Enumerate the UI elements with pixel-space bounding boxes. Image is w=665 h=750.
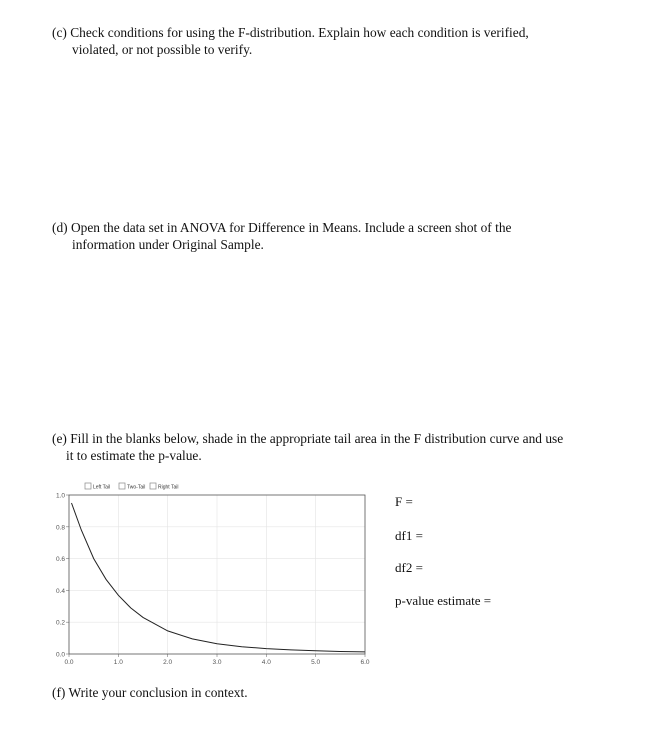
right-tail-checkbox[interactable] xyxy=(150,483,156,489)
left-tail-label: Left Tail xyxy=(93,484,111,491)
blank-pvalue: p-value estimate = xyxy=(395,593,492,608)
question-e-line2: it to estimate the p-value. xyxy=(66,448,202,463)
y-tick-label: 0.2 xyxy=(55,619,65,627)
question-d-line1: (d) Open the data set in ANOVA for Difference in Means. Include a screen shot of the xyxy=(52,220,512,235)
x-tick-label: 6.0 xyxy=(360,659,370,666)
question-f-line1: (f) Write your conclusion in context. xyxy=(52,685,248,700)
question-d xyxy=(52,219,511,253)
x-tick-label: 1.0 xyxy=(113,659,123,666)
y-tick-label: 0.0 xyxy=(55,651,65,659)
y-tick-label: 0.8 xyxy=(55,524,65,532)
y-tick-label: 0.6 xyxy=(55,556,65,564)
chart-svg xyxy=(40,478,380,668)
question-c-line2: violated, or not possible to verify. xyxy=(72,42,253,57)
y-tick-label: 0.4 xyxy=(55,587,65,595)
question-c xyxy=(52,24,529,58)
blank-df1: df1 = xyxy=(395,528,423,543)
x-axis-ticks xyxy=(64,654,369,666)
blank-df2: df2 = xyxy=(395,560,423,575)
chart-grid xyxy=(69,495,365,654)
y-tick-label: 1.0 xyxy=(55,492,65,500)
x-tick-label: 0.0 xyxy=(64,659,74,666)
question-d-line2: information under Original Sample. xyxy=(72,237,264,252)
two-tail-label: Two-Tail xyxy=(127,484,146,491)
question-f xyxy=(52,684,248,701)
x-tick-label: 4.0 xyxy=(261,659,271,666)
density-curve xyxy=(72,503,366,652)
y-axis-ticks xyxy=(56,493,69,659)
x-tick-label: 5.0 xyxy=(311,659,321,666)
left-tail-checkbox[interactable] xyxy=(85,483,91,489)
x-tick-label: 3.0 xyxy=(212,659,222,666)
two-tail-checkbox[interactable] xyxy=(119,483,125,489)
x-tick-label: 2.0 xyxy=(163,659,173,666)
question-e-line1: (e) Fill in the blanks below, shade in the appropriate tail area in the F distribution curve and use xyxy=(52,431,564,446)
blank-f: F = xyxy=(395,494,413,509)
f-distribution-chart xyxy=(40,478,380,668)
question-c-line1: (c) Check conditions for using the F-distribution. Explain how each condition is verified, xyxy=(52,25,529,40)
right-tail-label: Right Tail xyxy=(158,484,179,491)
question-e xyxy=(52,430,563,464)
tail-options xyxy=(85,483,178,491)
